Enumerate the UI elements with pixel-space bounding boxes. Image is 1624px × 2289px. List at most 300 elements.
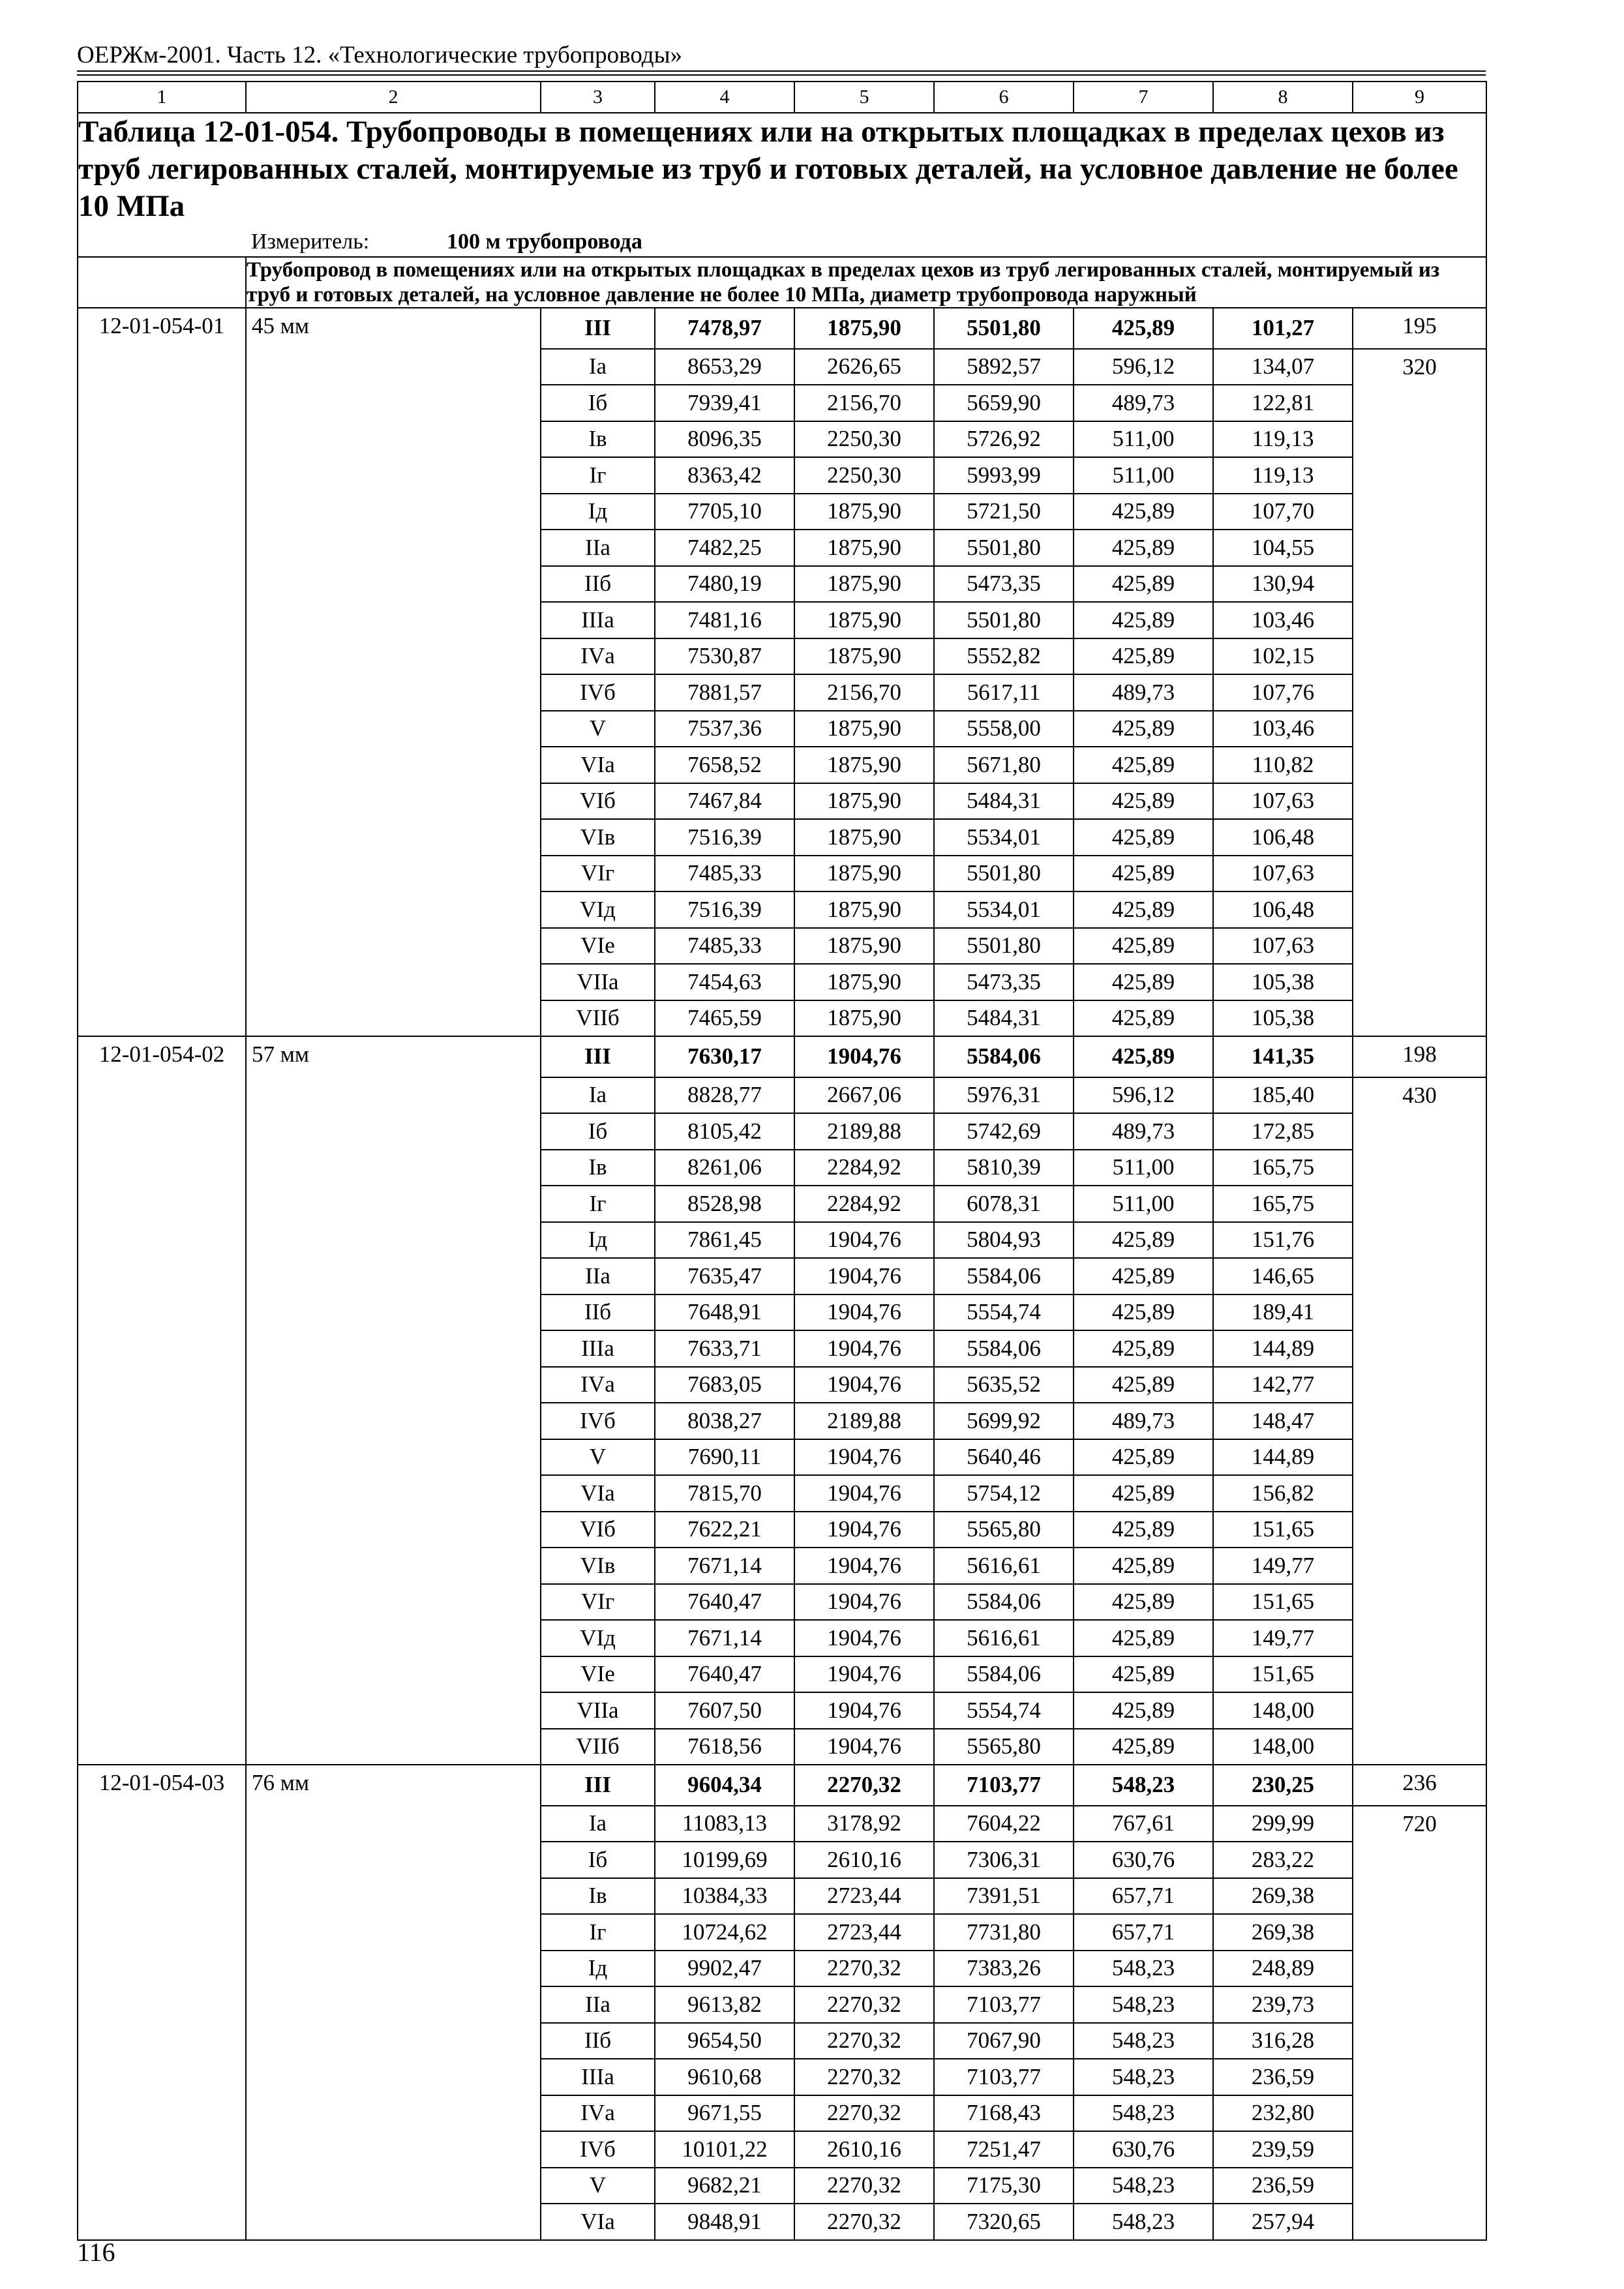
value-cell: 144,89 <box>1213 1330 1353 1367</box>
zone-cell: VIд <box>541 1620 655 1656</box>
zone-cell: VIа <box>541 1475 655 1512</box>
value-cell: 5473,35 <box>934 964 1074 1000</box>
value-cell: 299,99 <box>1213 1806 1353 1842</box>
value-cell: 141,35 <box>1213 1036 1353 1077</box>
value-cell: 489,73 <box>1074 1113 1213 1150</box>
value-cell: 10724,62 <box>655 1914 794 1951</box>
value-cell: 144,89 <box>1213 1439 1353 1476</box>
value-cell: 1875,90 <box>794 530 934 566</box>
value-cell: 425,89 <box>1074 602 1213 638</box>
value-cell: 7640,47 <box>655 1656 794 1693</box>
value-cell: 5635,52 <box>934 1367 1074 1403</box>
value-cell: 283,22 <box>1213 1842 1353 1878</box>
value-cell: 5584,06 <box>934 1258 1074 1294</box>
value-cell: 107,63 <box>1213 783 1353 820</box>
value-cell: 7537,36 <box>655 711 794 747</box>
value-cell: 425,89 <box>1074 1258 1213 1294</box>
value-cell: 151,76 <box>1213 1222 1353 1259</box>
zone-cell: IVб <box>541 674 655 711</box>
value-cell: 8261,06 <box>655 1150 794 1186</box>
column-number: 1 <box>78 82 246 113</box>
value-cell: 5534,01 <box>934 891 1074 928</box>
value-cell: 425,89 <box>1074 856 1213 892</box>
value-cell: 548,23 <box>1074 1986 1213 2023</box>
value-cell: 5554,74 <box>934 1692 1074 1729</box>
zone-cell: IIа <box>541 530 655 566</box>
zone-cell: VIIа <box>541 1692 655 1729</box>
value-cell: 7690,11 <box>655 1439 794 1476</box>
value-cell: 2189,88 <box>794 1113 934 1150</box>
zone-cell: Iд <box>541 494 655 530</box>
column-number: 3 <box>541 82 655 113</box>
zone-cell: Iб <box>541 1113 655 1150</box>
value-cell: 7731,80 <box>934 1914 1074 1951</box>
value-cell: 7939,41 <box>655 385 794 421</box>
value-cell: 548,23 <box>1074 1765 1213 1806</box>
value-cell: 511,00 <box>1074 457 1213 494</box>
value-cell: 103,46 <box>1213 711 1353 747</box>
value-cell: 5617,11 <box>934 674 1074 711</box>
value-cell: 657,71 <box>1074 1914 1213 1951</box>
extra-value: 236 <box>1353 1765 1486 1806</box>
value-cell: 7861,45 <box>655 1222 794 1259</box>
value-cell: 7618,56 <box>655 1729 794 1765</box>
value-cell: 5584,06 <box>934 1330 1074 1367</box>
value-cell: 425,89 <box>1074 1294 1213 1331</box>
value-cell: 2250,30 <box>794 421 934 458</box>
zone-cell: VIб <box>541 1512 655 1548</box>
value-cell: 7383,26 <box>934 1951 1074 1987</box>
value-cell: 6078,31 <box>934 1186 1074 1222</box>
value-cell: 103,46 <box>1213 602 1353 638</box>
table-row <box>78 308 1486 349</box>
empty-cell <box>78 257 246 308</box>
value-cell: 1875,90 <box>794 711 934 747</box>
value-cell: 425,89 <box>1074 1330 1213 1367</box>
zone-cell: Iг <box>541 1914 655 1951</box>
value-cell: 7604,22 <box>934 1806 1074 1842</box>
value-cell: 425,89 <box>1074 638 1213 675</box>
value-cell: 7881,57 <box>655 674 794 711</box>
value-cell: 1904,76 <box>794 1656 934 1693</box>
value-cell: 1904,76 <box>794 1692 934 1729</box>
value-cell: 2270,32 <box>794 1951 934 1987</box>
value-cell: 425,89 <box>1074 819 1213 856</box>
value-cell: 1875,90 <box>794 819 934 856</box>
value-cell: 7465,59 <box>655 1000 794 1037</box>
value-cell: 7705,10 <box>655 494 794 530</box>
value-cell: 2270,32 <box>794 2059 934 2095</box>
column-number: 4 <box>655 82 794 113</box>
value-cell: 2626,65 <box>794 349 934 385</box>
value-cell: 657,71 <box>1074 1878 1213 1915</box>
value-cell: 7067,90 <box>934 2023 1074 2059</box>
value-cell: 2270,32 <box>794 2023 934 2059</box>
value-cell: 1875,90 <box>794 638 934 675</box>
value-cell: 425,89 <box>1074 530 1213 566</box>
value-cell: 1904,76 <box>794 1294 934 1331</box>
value-cell: 2189,88 <box>794 1403 934 1439</box>
value-cell: 165,75 <box>1213 1150 1353 1186</box>
value-cell: 425,89 <box>1074 891 1213 928</box>
value-cell: 7391,51 <box>934 1878 1074 1915</box>
value-cell: 119,13 <box>1213 421 1353 458</box>
value-cell: 5501,80 <box>934 308 1074 349</box>
value-cell: 2667,06 <box>794 1077 934 1114</box>
value-cell: 425,89 <box>1074 1367 1213 1403</box>
value-cell: 119,13 <box>1213 457 1353 494</box>
value-cell: 149,77 <box>1213 1620 1353 1656</box>
zone-cell: IIIа <box>541 2059 655 2095</box>
value-cell: 1904,76 <box>794 1330 934 1367</box>
value-cell: 148,47 <box>1213 1403 1353 1439</box>
value-cell: 1875,90 <box>794 494 934 530</box>
value-cell: 7467,84 <box>655 783 794 820</box>
zone-cell: III <box>541 1765 655 1806</box>
value-cell: 1904,76 <box>794 1036 934 1077</box>
value-cell: 107,70 <box>1213 494 1353 530</box>
zone-cell: V <box>541 2168 655 2204</box>
value-cell: 7320,65 <box>934 2204 1074 2240</box>
value-cell: 7633,71 <box>655 1330 794 1367</box>
value-cell: 5484,31 <box>934 783 1074 820</box>
value-cell: 9610,68 <box>655 2059 794 2095</box>
zone-cell: V <box>541 711 655 747</box>
value-cell: 2723,44 <box>794 1878 934 1915</box>
column-number: 7 <box>1074 82 1213 113</box>
table-title: Таблица 12-01-054. Трубопроводы в помещениях или на открытых площадках в пределах цехов из труб легированных сталей, монтируемые из труб и готовых деталей, на условное давление не более 10 МПа <box>78 115 1458 223</box>
zone-cell: IVа <box>541 638 655 675</box>
value-cell: 151,65 <box>1213 1512 1353 1548</box>
value-cell: 1875,90 <box>794 566 934 603</box>
table-row <box>78 1036 1486 1077</box>
value-cell: 122,81 <box>1213 385 1353 421</box>
rate-code: 12-01-054-02 <box>78 1036 246 1765</box>
zone-cell: IIа <box>541 1258 655 1294</box>
zone-cell: IIб <box>541 2023 655 2059</box>
value-cell: 2250,30 <box>794 457 934 494</box>
value-cell: 236,59 <box>1213 2059 1353 2095</box>
value-cell: 8828,77 <box>655 1077 794 1114</box>
zone-cell: Iд <box>541 1222 655 1259</box>
value-cell: 9682,21 <box>655 2168 794 2204</box>
value-cell: 9604,34 <box>655 1765 794 1806</box>
value-cell: 7485,33 <box>655 856 794 892</box>
value-cell: 425,89 <box>1074 1692 1213 1729</box>
value-cell: 5810,39 <box>934 1150 1074 1186</box>
header-rule <box>77 70 1486 72</box>
value-cell: 5501,80 <box>934 928 1074 965</box>
value-cell: 2610,16 <box>794 1842 934 1878</box>
zone-cell: III <box>541 308 655 349</box>
column-number: 5 <box>794 82 934 113</box>
zone-cell: IVб <box>541 1403 655 1439</box>
value-cell: 5726,92 <box>934 421 1074 458</box>
value-cell: 151,65 <box>1213 1656 1353 1693</box>
zone-cell: IIIа <box>541 1330 655 1367</box>
column-number-row <box>78 82 1486 113</box>
value-cell: 3178,92 <box>794 1806 934 1842</box>
value-cell: 236,59 <box>1213 2168 1353 2204</box>
value-cell: 425,89 <box>1074 783 1213 820</box>
extra-value: 195 <box>1353 308 1486 349</box>
value-cell: 425,89 <box>1074 747 1213 783</box>
value-cell: 5552,82 <box>934 638 1074 675</box>
value-cell: 2270,32 <box>794 2168 934 2204</box>
value-cell: 1904,76 <box>794 1729 934 1765</box>
value-cell: 106,48 <box>1213 891 1353 928</box>
value-cell: 5484,31 <box>934 1000 1074 1037</box>
value-cell: 5659,90 <box>934 385 1074 421</box>
value-cell: 425,89 <box>1074 308 1213 349</box>
value-cell: 2270,32 <box>794 2095 934 2132</box>
value-cell: 9654,50 <box>655 2023 794 2059</box>
value-cell: 425,89 <box>1074 1439 1213 1476</box>
zone-cell: Iа <box>541 349 655 385</box>
value-cell: 105,38 <box>1213 1000 1353 1037</box>
value-cell: 130,94 <box>1213 566 1353 603</box>
zone-cell: Iг <box>541 1186 655 1222</box>
value-cell: 1904,76 <box>794 1367 934 1403</box>
zone-cell: VIг <box>541 1584 655 1621</box>
measure-label: Измеритель: <box>251 230 370 254</box>
value-cell: 548,23 <box>1074 2204 1213 2240</box>
running-title: ОЕРЖм-2001. Часть 12. «Технологические трубопроводы» <box>77 42 682 68</box>
value-cell: 425,89 <box>1074 964 1213 1000</box>
zone-cell: VIг <box>541 856 655 892</box>
pipe-diameter: 45 мм <box>246 308 541 1036</box>
value-cell: 5616,61 <box>934 1548 1074 1584</box>
value-cell: 2270,32 <box>794 1765 934 1806</box>
value-cell: 151,65 <box>1213 1584 1353 1621</box>
value-cell: 9613,82 <box>655 1986 794 2023</box>
value-cell: 1875,90 <box>794 602 934 638</box>
value-cell: 548,23 <box>1074 1951 1213 1987</box>
value-cell: 425,89 <box>1074 1512 1213 1548</box>
value-cell: 107,63 <box>1213 928 1353 965</box>
value-cell: 5501,80 <box>934 856 1074 892</box>
value-cell: 425,89 <box>1074 1000 1213 1037</box>
title-cell <box>78 113 1486 257</box>
value-cell: 7607,50 <box>655 1692 794 1729</box>
value-cell: 239,73 <box>1213 1986 1353 2023</box>
value-cell: 5534,01 <box>934 819 1074 856</box>
value-cell: 489,73 <box>1074 674 1213 711</box>
value-cell: 105,38 <box>1213 964 1353 1000</box>
value-cell: 146,65 <box>1213 1258 1353 1294</box>
value-cell: 425,89 <box>1074 494 1213 530</box>
value-cell: 2270,32 <box>794 2204 934 2240</box>
measure-line <box>78 228 1486 256</box>
value-cell: 2156,70 <box>794 385 934 421</box>
value-cell: 5671,80 <box>934 747 1074 783</box>
value-cell: 5558,00 <box>934 711 1074 747</box>
value-cell: 5501,80 <box>934 602 1074 638</box>
value-cell: 7103,77 <box>934 1765 1074 1806</box>
table-body <box>78 82 1486 2240</box>
value-cell: 8038,27 <box>655 1403 794 1439</box>
zone-cell: IVб <box>541 2131 655 2168</box>
extra-value: 198 <box>1353 1036 1486 1077</box>
value-cell: 425,89 <box>1074 1656 1213 1693</box>
value-cell: 7480,19 <box>655 566 794 603</box>
value-cell: 1904,76 <box>794 1475 934 1512</box>
value-cell: 489,73 <box>1074 385 1213 421</box>
value-cell: 596,12 <box>1074 1077 1213 1114</box>
zone-cell: IIб <box>541 566 655 603</box>
pipe-diameter: 57 мм <box>246 1036 541 1765</box>
zone-cell: IVа <box>541 1367 655 1403</box>
zone-cell: Iв <box>541 421 655 458</box>
value-cell: 9902,47 <box>655 1951 794 1987</box>
value-cell: 5892,57 <box>934 349 1074 385</box>
value-cell: 257,94 <box>1213 2204 1353 2240</box>
value-cell: 9848,91 <box>655 2204 794 2240</box>
rate-code: 12-01-054-03 <box>78 1765 246 2240</box>
value-cell: 1904,76 <box>794 1548 934 1584</box>
value-cell: 1904,76 <box>794 1584 934 1621</box>
value-cell: 104,55 <box>1213 530 1353 566</box>
value-cell: 189,41 <box>1213 1294 1353 1331</box>
column-number: 9 <box>1353 82 1486 113</box>
value-cell: 425,89 <box>1074 1620 1213 1656</box>
value-cell: 7103,77 <box>934 2059 1074 2095</box>
description: Трубопровод в помещениях или на открытых площадках в пределах цехов из труб легированных сталей, монтируемый из труб и готовых деталей, на условное давление не более 10 МПа, диаметр трубопровода наружный <box>246 257 1486 308</box>
value-cell: 2270,32 <box>794 1986 934 2023</box>
value-cell: 5640,46 <box>934 1439 1074 1476</box>
value-cell: 1875,90 <box>794 856 934 892</box>
zone-cell: VIв <box>541 1548 655 1584</box>
value-cell: 7630,17 <box>655 1036 794 1077</box>
zone-cell: IIIа <box>541 602 655 638</box>
value-cell: 5742,69 <box>934 1113 1074 1150</box>
value-cell: 1875,90 <box>794 928 934 965</box>
column-number: 6 <box>934 82 1074 113</box>
value-cell: 511,00 <box>1074 1186 1213 1222</box>
value-cell: 172,85 <box>1213 1113 1353 1150</box>
value-cell: 8528,98 <box>655 1186 794 1222</box>
value-cell: 7103,77 <box>934 1986 1074 2023</box>
extra-value: 720 <box>1353 1806 1486 2240</box>
value-cell: 7251,47 <box>934 2131 1074 2168</box>
column-number: 2 <box>246 82 541 113</box>
description-row <box>78 257 1486 308</box>
zone-cell: VIв <box>541 819 655 856</box>
zone-cell: III <box>541 1036 655 1077</box>
value-cell: 148,00 <box>1213 1692 1353 1729</box>
value-cell: 156,82 <box>1213 1475 1353 1512</box>
zone-cell: VIе <box>541 1656 655 1693</box>
value-cell: 11083,13 <box>655 1806 794 1842</box>
value-cell: 10384,33 <box>655 1878 794 1915</box>
value-cell: 2284,92 <box>794 1186 934 1222</box>
value-cell: 548,23 <box>1074 2023 1213 2059</box>
zone-cell: Iд <box>541 1951 655 1987</box>
value-cell: 5976,31 <box>934 1077 1074 1114</box>
zone-cell: IIа <box>541 1986 655 2023</box>
value-cell: 7516,39 <box>655 819 794 856</box>
value-cell: 630,76 <box>1074 1842 1213 1878</box>
zone-cell: Iб <box>541 385 655 421</box>
page-number: 116 <box>77 2237 115 2267</box>
value-cell: 230,25 <box>1213 1765 1353 1806</box>
value-cell: 1904,76 <box>794 1258 934 1294</box>
value-cell: 107,63 <box>1213 856 1353 892</box>
value-cell: 10199,69 <box>655 1842 794 1878</box>
value-cell: 5721,50 <box>934 494 1074 530</box>
value-cell: 548,23 <box>1074 2059 1213 2095</box>
value-cell: 5565,80 <box>934 1512 1074 1548</box>
zone-cell: IIб <box>541 1294 655 1331</box>
value-cell: 7175,30 <box>934 2168 1074 2204</box>
value-cell: 7815,70 <box>655 1475 794 1512</box>
zone-cell: V <box>541 1439 655 1476</box>
value-cell: 8653,29 <box>655 349 794 385</box>
value-cell: 316,28 <box>1213 2023 1353 2059</box>
value-cell: 425,89 <box>1074 928 1213 965</box>
value-cell: 2610,16 <box>794 2131 934 2168</box>
value-cell: 1875,90 <box>794 1000 934 1037</box>
value-cell: 425,89 <box>1074 1584 1213 1621</box>
rates-table <box>77 81 1487 2241</box>
value-cell: 5565,80 <box>934 1729 1074 1765</box>
value-cell: 5584,06 <box>934 1656 1074 1693</box>
value-cell: 9671,55 <box>655 2095 794 2132</box>
zone-cell: VIIб <box>541 1729 655 1765</box>
zone-cell: VIIа <box>541 964 655 1000</box>
value-cell: 425,89 <box>1074 566 1213 603</box>
value-cell: 7658,52 <box>655 747 794 783</box>
zone-cell: VIа <box>541 2204 655 2240</box>
value-cell: 8363,42 <box>655 457 794 494</box>
value-cell: 7168,43 <box>934 2095 1074 2132</box>
value-cell: 8105,42 <box>655 1113 794 1150</box>
zone-cell: Iб <box>541 1842 655 1878</box>
value-cell: 1875,90 <box>794 747 934 783</box>
value-cell: 101,27 <box>1213 308 1353 349</box>
pipe-diameter: 76 мм <box>246 1765 541 2240</box>
value-cell: 5501,80 <box>934 530 1074 566</box>
value-cell: 2723,44 <box>794 1914 934 1951</box>
value-cell: 5804,93 <box>934 1222 1074 1259</box>
value-cell: 425,89 <box>1074 711 1213 747</box>
value-cell: 7648,91 <box>655 1294 794 1331</box>
value-cell: 5699,92 <box>934 1403 1074 1439</box>
zone-cell: VIб <box>541 783 655 820</box>
value-cell: 548,23 <box>1074 2095 1213 2132</box>
value-cell: 165,75 <box>1213 1186 1353 1222</box>
value-cell: 269,38 <box>1213 1878 1353 1915</box>
zone-cell: Iг <box>541 457 655 494</box>
value-cell: 149,77 <box>1213 1548 1353 1584</box>
zone-cell: Iа <box>541 1806 655 1842</box>
value-cell: 425,89 <box>1074 1222 1213 1259</box>
value-cell: 7516,39 <box>655 891 794 928</box>
value-cell: 185,40 <box>1213 1077 1353 1114</box>
value-cell: 7482,25 <box>655 530 794 566</box>
measure-value: 100 м трубопровода <box>447 230 642 254</box>
value-cell: 5473,35 <box>934 566 1074 603</box>
value-cell: 2284,92 <box>794 1150 934 1186</box>
value-cell: 548,23 <box>1074 2168 1213 2204</box>
value-cell: 425,89 <box>1074 1475 1213 1512</box>
value-cell: 7671,14 <box>655 1548 794 1584</box>
value-cell: 5554,74 <box>934 1294 1074 1331</box>
value-cell: 2156,70 <box>794 674 934 711</box>
value-cell: 489,73 <box>1074 1403 1213 1439</box>
zone-cell: IVа <box>541 2095 655 2132</box>
value-cell: 7454,63 <box>655 964 794 1000</box>
